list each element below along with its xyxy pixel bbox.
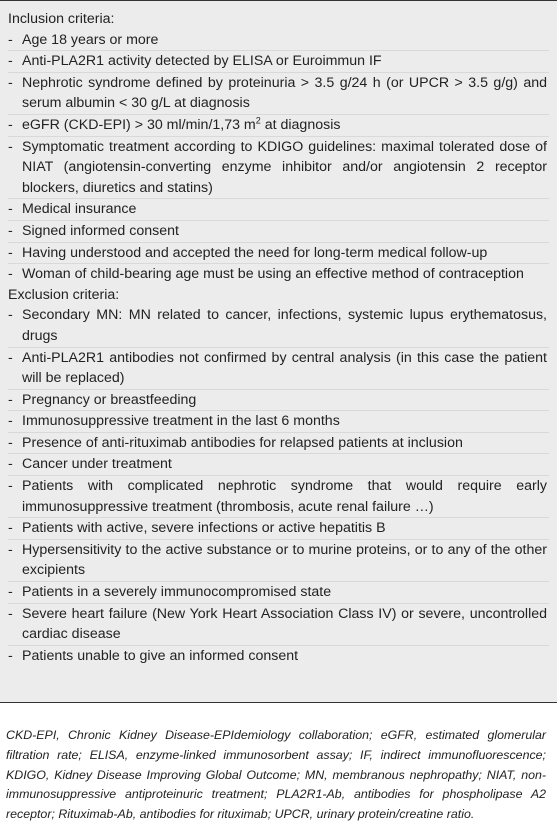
inclusion-item: - Anti-PLA2R1 activity detected by ELISA or Euroimmun IF	[8, 51, 549, 73]
exclusion-item: - Secondary MN: MN related to cancer, infections, systemic lupus erythematosus, drugs	[8, 305, 549, 347]
inclusion-item-egfr: - eGFR (CKD-EPI) > 30 ml/min/1,73 $m^2$ at diagnosis	[8, 115, 549, 137]
inclusion-item: - Medical insurance	[8, 199, 549, 221]
exclusion-item: - Cancer under treatment	[8, 454, 549, 476]
bullet-dash: -	[8, 74, 13, 91]
bullet-dash: -	[8, 605, 13, 622]
exclusion-item: - Immunosuppressive treatment in the last 6 months	[8, 411, 549, 433]
exclusion-item: - Anti-PLA2R1 antibodies not confirmed by central analysis (in this case the patient will be replaced)	[8, 348, 549, 390]
bullet-dash: -	[8, 434, 13, 451]
inclusion-criteria-list	[8, 30, 549, 285]
bullet-dash: -	[8, 138, 13, 155]
exclusion-criteria-list	[8, 305, 549, 666]
inclusion-item: - Having understood and accepted the need for long-term medical follow-up	[8, 243, 549, 265]
bullet-dash: -	[8, 520, 13, 537]
bullet-dash: -	[8, 266, 13, 283]
exclusion-item: - Patients unable to give an informed consent	[8, 646, 549, 667]
inclusion-item: - Signed informed consent	[8, 221, 549, 243]
bullet-dash: -	[8, 53, 13, 70]
bullet-dash: -	[8, 456, 13, 473]
exclusion-item: - Hypersensitivity to the active substance or to murine proteins, or to any of the other excipients	[8, 540, 549, 582]
inclusion-item: - Nephrotic syndrome defined by proteinuria > 3.5 g/24 h (or UPCR > 3.5 g/g) and serum albumin < 30 g/L at diagnosis	[8, 73, 549, 115]
bullet-dash: -	[8, 349, 13, 366]
bullet-dash: -	[8, 584, 13, 601]
exclusion-item: - Presence of anti-rituximab antibodies for relapsed patients at inclusion	[8, 433, 549, 455]
bullet-dash: -	[8, 116, 13, 133]
bullet-dash: -	[8, 647, 13, 664]
inclusion-criteria-heading: Inclusion criteria:	[8, 11, 115, 27]
bullet-dash: -	[8, 222, 13, 239]
bullet-dash: -	[8, 244, 13, 261]
bullet-dash: -	[8, 307, 13, 324]
inclusion-item: - Woman of child-bearing age must be using an effective method of contraception	[8, 264, 549, 285]
bullet-dash: -	[8, 541, 13, 558]
exclusion-item: - Pregnancy or breastfeeding	[8, 390, 549, 412]
exclusion-item: - Patients with complicated nephrotic syndrome that would require early immunosuppressive treatment (thrombosis, acute renal failure …)	[8, 476, 549, 518]
exclusion-criteria-heading: Exclusion criteria:	[8, 286, 120, 303]
exclusion-item: - Patients with active, severe infections or active hepatitis B	[8, 518, 549, 540]
exclusion-item: - Patients in a severely immunocompromised state	[8, 582, 549, 604]
bullet-dash: -	[8, 201, 13, 218]
bullet-dash: -	[8, 31, 13, 48]
exclusion-item: - Severe heart failure (New York Heart Association Class IV) or severe, uncontrolled cardiac disease	[8, 604, 549, 646]
inclusion-item: - Age 18 years or more	[8, 30, 549, 52]
table-footnote: CKD-EPI, Chronic Kidney Disease-EPIdemiology collaboration; eGFR, estimated glomerular filtration rate; ELISA, enzyme-linked immunosorbent assay; IF, indirect immunofluorescence; KDIGO, Kidney Disease Improving Global Outcome; MN, membranous nephropathy; NIAT, non-immunosuppressive antiproteinuric treatment; PLA2R1-Ab, antibodies for phospholipase A2 receptor; Rituximab-Ab, antibodies for rituximab; UPCR, urinary protein/creatine ratio.	[6, 728, 546, 821]
bullet-dash: -	[8, 413, 13, 430]
bullet-dash: -	[8, 478, 13, 495]
bullet-dash: -	[8, 391, 13, 408]
inclusion-item: - Symptomatic treatment according to KDIGO guidelines: maximal tolerated dose of NIAT (angiotensin-converting enzyme inhibitor and/or angiotensin 2 receptor blockers, diuretics and statins)	[8, 137, 549, 200]
